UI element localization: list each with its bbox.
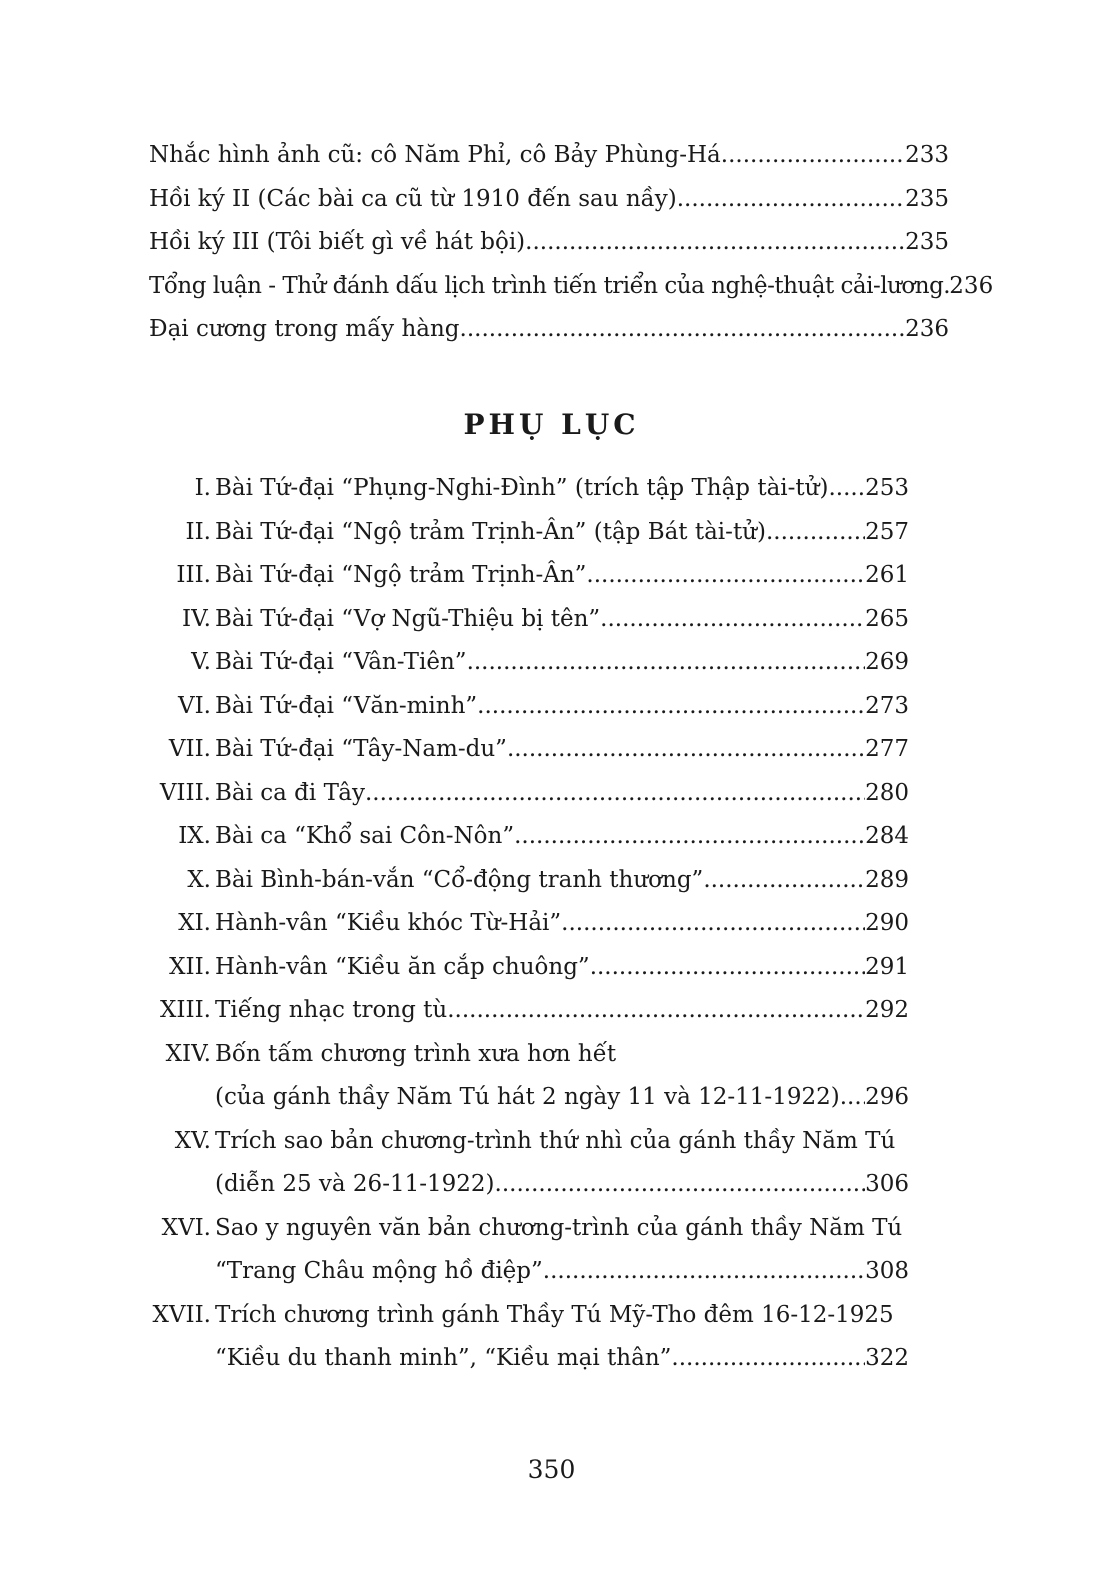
- dot-leader: [514, 815, 865, 859]
- dot-leader: [525, 221, 905, 265]
- toc-entry-page: 236: [905, 316, 949, 342]
- entry-page: 306: [865, 1171, 909, 1197]
- dot-leader: [495, 1163, 866, 1207]
- entry-title: Bài Tứ-đại “Vân-Tiên”: [215, 649, 467, 675]
- entry-numeral: XII.: [169, 953, 211, 980]
- entry-page: 322: [865, 1345, 909, 1371]
- entry-numeral: III.: [176, 562, 211, 588]
- dot-leader: [721, 134, 905, 178]
- entry-title: Bài ca “Khổ sai Côn-Nôn”: [215, 823, 515, 849]
- dot-leader: [447, 989, 865, 1033]
- appendix-entry[interactable]: [149, 467, 909, 511]
- appendix-entry[interactable]: [149, 772, 909, 816]
- dot-leader: [477, 685, 865, 729]
- dot-leader: [460, 308, 906, 352]
- entry-numeral: VII.: [168, 736, 211, 762]
- appendix-entry[interactable]: [149, 728, 909, 772]
- toc-entry[interactable]: [149, 134, 949, 178]
- toc-entry-title: Hồi ký II (Các bài ca cũ từ 1910 đến sau nầy): [149, 185, 677, 212]
- entry-title: Bài ca đi Tây: [215, 779, 365, 806]
- appendix-entry[interactable]: [149, 815, 909, 859]
- toc-entry[interactable]: [149, 221, 949, 265]
- entry-numeral: XVI.: [161, 1214, 211, 1241]
- entry-numeral: X.: [187, 866, 211, 893]
- entry-page: 277: [865, 736, 909, 762]
- entry-title: Bài Tứ-đại “Ngộ trảm Trịnh-Ân”: [215, 562, 587, 588]
- entry-page: 289: [865, 866, 909, 893]
- appendix-entry[interactable]: [149, 1120, 909, 1207]
- toc-entry-page: 236: [949, 272, 994, 299]
- toc-entry-title: Nhắc hình ảnh cũ: cô Năm Phỉ, cô Bảy Phùng-Há: [149, 142, 721, 168]
- dot-leader: [600, 598, 865, 642]
- dot-leader: [365, 772, 865, 816]
- dot-leader: [543, 1250, 865, 1294]
- appendix-entry[interactable]: [149, 946, 909, 990]
- appendix-entry[interactable]: [149, 1207, 909, 1294]
- toc-entry-page: 233: [905, 142, 949, 168]
- entry-numeral: IV.: [182, 605, 211, 632]
- entry-title: Bài Tứ-đại “Vợ Ngũ-Thiệu bị tên”: [215, 605, 601, 632]
- dot-leader: [590, 946, 865, 990]
- entry-numeral: XV.: [174, 1127, 211, 1154]
- entry-page: 290: [865, 910, 909, 936]
- entry-page: 291: [865, 953, 909, 980]
- toc-entry[interactable]: [149, 178, 949, 222]
- toc-entry[interactable]: [149, 265, 994, 309]
- entry-title: Tiếng nhạc trong tù: [215, 997, 448, 1023]
- dot-leader: [671, 1337, 865, 1381]
- entry-numeral: IX.: [178, 823, 211, 849]
- entry-page: 257: [865, 518, 909, 545]
- entry-page: 284: [865, 823, 909, 849]
- toc-entry-title: Hồi ký III (Tôi biết gì về hát bội): [149, 229, 526, 255]
- entry-numeral: V.: [191, 649, 211, 675]
- dot-leader: [766, 511, 865, 555]
- entry-title: Bài Tứ-đại “Tây-Nam-du”: [215, 736, 507, 762]
- entry-page: 308: [865, 1258, 909, 1284]
- appendix-entry[interactable]: [149, 641, 909, 685]
- dot-leader: [840, 1076, 865, 1120]
- appendix-entry[interactable]: [149, 1294, 909, 1381]
- entry-page: 265: [865, 605, 909, 632]
- entry-page: 253: [865, 475, 909, 501]
- entry-page: 269: [865, 649, 909, 675]
- dot-leader: [507, 728, 865, 772]
- entry-title: Hành-vân “Kiều ăn cắp chuông”: [215, 953, 590, 980]
- appendix-list: [149, 467, 909, 1381]
- dot-leader: [561, 902, 865, 946]
- entry-title: Bài Tứ-đại “Ngộ trảm Trịnh-Ân” (tập Bát tài-tử): [215, 518, 766, 545]
- entry-title-line: Trích chương trình gánh Thầy Tú Mỹ-Tho đêm 16-12-1925: [215, 1301, 894, 1328]
- entry-title-line: (của gánh thầy Năm Tú hát 2 ngày 11 và 12-11-1922): [215, 1084, 840, 1110]
- appendix-entry[interactable]: [149, 1033, 909, 1120]
- appendix-entry[interactable]: [149, 859, 909, 903]
- toc-entry-page: 235: [905, 229, 949, 255]
- toc-entry-title: Tổng luận - Thử đánh dấu lịch trình tiến triển của nghệ-thuật cải-lương: [149, 272, 944, 299]
- entry-numeral: I.: [194, 475, 211, 501]
- entry-title: Bài Tứ-đại “Phụng-Nghi-Đình” (trích tập Thập tài-tử): [215, 475, 829, 501]
- entry-numeral: VI.: [177, 692, 211, 719]
- dot-leader: [703, 859, 865, 903]
- entry-numeral: XIII.: [160, 997, 211, 1023]
- toc-top-list: [149, 134, 994, 352]
- entry-title: Hành-vân “Kiều khóc Từ-Hải”: [215, 910, 562, 936]
- entry-numeral: XI.: [178, 910, 211, 936]
- dot-leader: [828, 467, 865, 511]
- entry-title-line: “Kiều du thanh minh”, “Kiều mại thân”: [215, 1345, 672, 1371]
- appendix-entry[interactable]: [149, 554, 909, 598]
- entry-title-line: Bốn tấm chương trình xưa hơn hết: [215, 1040, 617, 1067]
- entry-page: 292: [865, 997, 909, 1023]
- entry-title: Bài Tứ-đại “Văn-minh”: [215, 692, 478, 719]
- entry-numeral: II.: [185, 518, 211, 545]
- entry-title-line: “Trang Châu mộng hồ điệp”: [215, 1258, 543, 1284]
- toc-entry[interactable]: [149, 308, 949, 352]
- dot-leader: [677, 178, 905, 222]
- entry-page: 273: [865, 692, 909, 719]
- entry-title: Bài Bình-bán-vắn “Cổ-động tranh thương”: [215, 866, 704, 893]
- dot-leader: [467, 641, 866, 685]
- entry-page: 296: [865, 1084, 909, 1110]
- entry-title-line: Sao y nguyên văn bản chương-trình của gánh thầy Năm Tú: [215, 1214, 903, 1241]
- appendix-entry[interactable]: [149, 989, 909, 1033]
- section-heading: PHỤ LỤC: [463, 408, 640, 441]
- page-number: 350: [527, 1455, 576, 1484]
- entry-numeral: XVII.: [152, 1301, 211, 1328]
- entry-numeral: XIV.: [165, 1040, 211, 1067]
- appendix-entry[interactable]: [149, 598, 909, 642]
- entry-page: 280: [865, 779, 909, 806]
- appendix-entry[interactable]: [149, 511, 909, 555]
- entry-numeral: VIII.: [159, 779, 211, 806]
- dot-leader: [586, 554, 865, 598]
- appendix-entry[interactable]: [149, 685, 909, 729]
- appendix-entry[interactable]: [149, 902, 909, 946]
- toc-entry-page: 235: [905, 185, 949, 212]
- entry-page: 261: [865, 562, 909, 588]
- entry-title-line: Trích sao bản chương-trình thứ nhì của gánh thầy Năm Tú: [215, 1127, 896, 1154]
- toc-entry-title: Đại cương trong mấy hàng: [149, 316, 460, 342]
- entry-title-line: (diễn 25 và 26-11-1922): [215, 1171, 495, 1197]
